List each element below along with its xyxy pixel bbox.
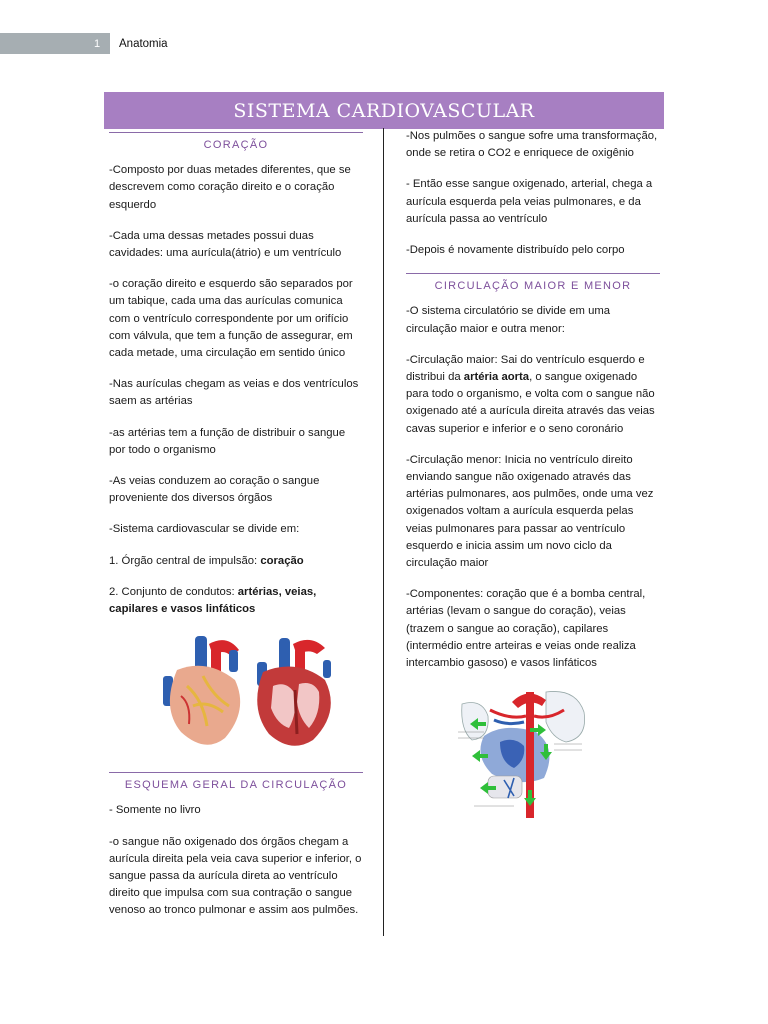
paragraph: -o sangue não oxigenado dos órgãos chegam a aurícula direita pela veia cava superior e inferior, o sangue passa da aurícula direta ao ventrículo direito que impulsa com sua contração o sangue venoso ao tronco pulmonar e assim aos pulmões. [109, 835, 362, 917]
paragraph: -o coração direito e esquerdo são separados por um tabique, cada uma das aurículas comunica com o ventrículo correspondente por um orifício com válvula, que tem a função de assegurar, em cada metade, uma circulação em sentido único [109, 278, 353, 360]
section-heading-esquema: ESQUEMA GERAL DA CIRCULAÇÃO [109, 772, 363, 794]
page-number: 1 [94, 38, 101, 50]
section-heading-coracao: CORAÇÃO [109, 132, 363, 154]
paragraph: -Circulação maior: Sai do ventrículo esquerdo e distribui da artéria aorta, o sangue oxigenado para todo o organismo, e volta com o sangue não oxigenado até a aurícula direita através das veias cavas superior e inferior e o seno coronário [406, 353, 655, 435]
right-column [406, 128, 660, 838]
paragraph: -Nos pulmões o sangue sofre uma transformação, onde se retira o CO2 e enriquece de oxigênio [406, 130, 658, 160]
list-item: 2. Conjunto de condutos: artérias, veias, capilares e vasos linfáticos [109, 585, 317, 616]
list-item: 1. Órgão central de impulsão: coração [109, 554, 304, 567]
title-banner [104, 92, 664, 129]
paragraph: - Somente no livro [109, 804, 201, 817]
paragraph: -O sistema circulatório se divide em uma circulação maior e outra menor: [406, 305, 611, 335]
circulation-diagram [406, 686, 660, 820]
heart-illustration [109, 632, 363, 754]
paragraph: -As veias conduzem ao coração o sangue proveniente dos diversos órgãos [109, 475, 320, 505]
paragraph: -as artérias tem a função de distribuir o sangue por todo o organismo [109, 426, 346, 456]
paragraph: -Depois é novamente distribuído pelo corpo [406, 244, 625, 257]
paragraph: -Cada uma dessas metades possui duas cavidades: uma aurícula(átrio) e um ventrículo [109, 229, 342, 260]
paragraph: -Componentes: coração que é a bomba central, artérias (levam o sangue do coração), veias (trazem o sangue ao coração), capilares (intermédio entre arteiras e veias onde realiza intercambio gasoso) e vasos linfáticos [406, 588, 646, 670]
paragraph: -Circulação menor: Inicia no ventrículo direito enviando sangue não oxigenado através das artérias pulmonares, aos pulmões, onde uma vez oxigenados voltam a aurícula esquerda pelas veias pulmonares para passar ao ventrículo esquerdo e inicia assim um novo ciclo da circulação maior [406, 453, 654, 570]
header-title: Anatomia [119, 38, 168, 50]
page-title: SISTEMA CARDIOVASCULAR [233, 99, 535, 122]
paragraph: -Nas aurículas chegam as veias e dos ventrículos saem as artérias [109, 378, 359, 408]
paragraph: - Então esse sangue oxigenado, arterial, chega a aurícula esquerda pela veias pulmonares, e da aurícula passa ao ventrículo [406, 178, 653, 225]
column-divider [383, 128, 384, 936]
paragraph: -Composto por duas metades diferentes, que se descrevem como coração direito e o coração esquerdo [109, 164, 351, 211]
left-column [109, 132, 363, 934]
section-heading-circulacao: CIRCULAÇÃO MAIOR E MENOR [406, 273, 660, 295]
paragraph: -Sistema cardiovascular se divide em: [109, 523, 300, 536]
